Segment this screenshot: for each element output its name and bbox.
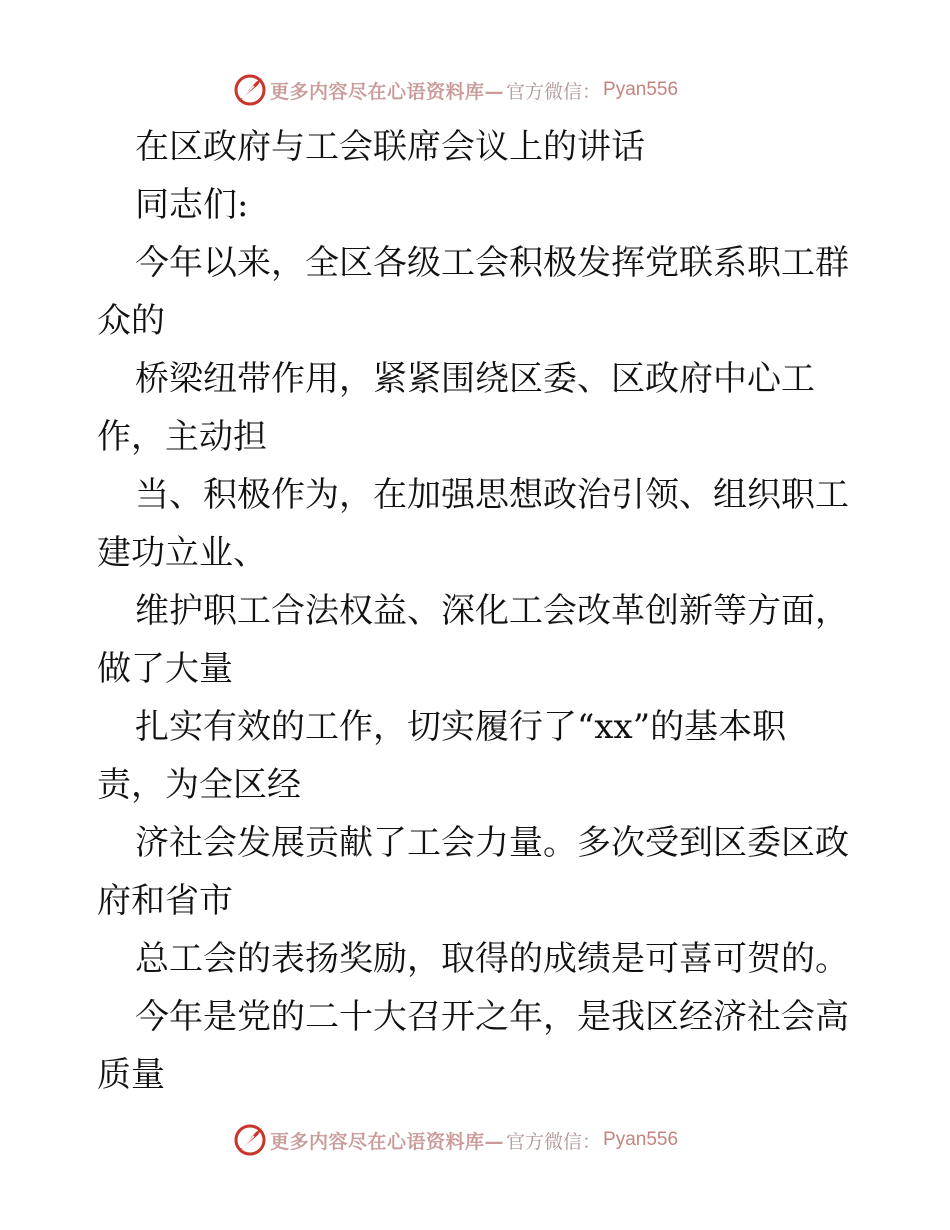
text-line: 维护职工合法权益、深化工会改革创新等方面， (135, 591, 849, 631)
watermark-wechat-id: Pyan556 (603, 79, 679, 100)
salutation: 同志们: (135, 185, 249, 225)
text-line: 桥梁纽带作用，紧紧围绕区委、区政府中心工 (135, 359, 815, 399)
text-line: 今年以来，全区各级工会积极发挥党联系职工群 (135, 243, 849, 283)
text-line: 责，为全区经 (97, 765, 301, 805)
text-line: 扎实有效的工作，切实履行了“xx”的基本职 (135, 707, 787, 747)
watermark-label: 官方微信： (506, 1130, 602, 1153)
footer-watermark (232, 1120, 712, 1160)
document-title: 在区政府与工会联席会议上的讲话 (135, 127, 645, 167)
text-line: 今年是党的二十大召开之年，是我区经济社会高 (135, 997, 849, 1037)
text-line: 当、积极作为，在加强思想政治引领、组织职工 (135, 475, 849, 515)
watermark-text: 更多内容尽在心语资料库— (270, 80, 505, 103)
feather-pen-logo-icon (232, 72, 268, 108)
text-line: 作，主动担 (97, 417, 267, 457)
watermark-label: 官方微信： (506, 80, 602, 103)
text-line: 建功立业、 (97, 533, 267, 573)
header-watermark (232, 70, 712, 110)
text-line: 质量 (97, 1055, 165, 1095)
feather-pen-logo-icon (232, 1122, 268, 1158)
text-line: 总工会的表扬奖励，取得的成绩是可喜可贺的。 (135, 939, 849, 979)
text-line: 府和省市 (97, 881, 233, 921)
text-line: 做了大量 (97, 649, 233, 689)
text-line: 众的 (97, 301, 165, 341)
document-body (97, 118, 857, 1104)
watermark-text: 更多内容尽在心语资料库— (270, 1130, 505, 1153)
watermark-wechat-id: Pyan556 (603, 1129, 679, 1150)
text-line: 济社会发展贡献了工会力量。多次受到区委区政 (135, 823, 849, 863)
